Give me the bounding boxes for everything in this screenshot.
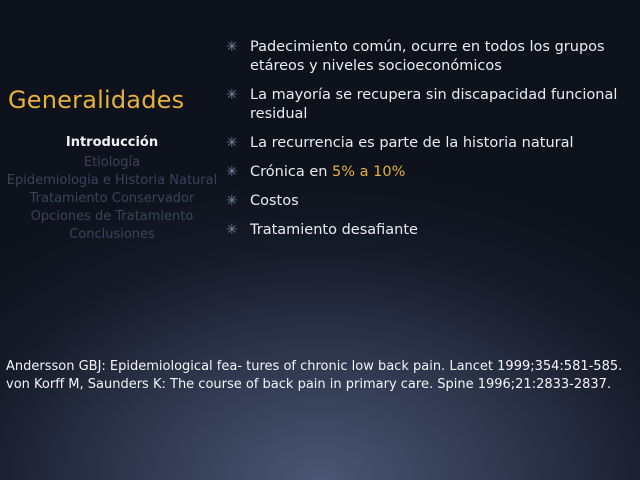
nav-item-etiologia[interactable]: Etiología (83, 155, 141, 170)
nav-item-epidemiologia[interactable]: Epidemiología e Historia Natural (6, 173, 218, 188)
bullet-item (226, 86, 636, 124)
bullet-text: Crónica en (250, 164, 333, 180)
bullet-text: La recurrencia es parte de la historia natural (250, 135, 574, 151)
asterisk-icon: ✳ (226, 222, 238, 238)
asterisk-icon: ✳ (226, 135, 238, 151)
slide-title: Generalidades (8, 86, 185, 114)
nav-item-tratamiento-conservador[interactable]: Tratamiento Conservador (29, 191, 195, 206)
asterisk-icon: ✳ (226, 164, 238, 180)
bullet-list (226, 38, 636, 250)
bullet-item (226, 192, 636, 211)
reference-2: von Korff M, Saunders K: The course of back pain in primary care. Spine 1996;21:2833-2837. (6, 377, 612, 392)
asterisk-icon: ✳ (226, 193, 238, 209)
bullet-item (226, 163, 636, 182)
bullet-text: La mayoría se recupera sin discapacidad funcional residual (250, 87, 618, 122)
bullet-item (226, 221, 636, 240)
bullet-item (226, 134, 636, 153)
bullet-text: Padecimiento común, ocurre en todos los grupos etáreos y niveles socioeconómicos (250, 39, 605, 74)
reference-1: Andersson GBJ: Epidemiological fea- tures of chronic low back pain. Lancet 1999;354:581-585. (6, 359, 623, 374)
nav-item-introduccion[interactable]: Introducción (65, 135, 159, 150)
bullet-text: Costos (250, 193, 299, 209)
bullet-text: Tratamiento desafiante (250, 222, 418, 238)
bullet-highlight: 5% a 10% (332, 164, 406, 180)
nav-item-opciones-tratamiento[interactable]: Opciones de Tratamiento (30, 209, 194, 224)
asterisk-icon: ✳ (226, 87, 238, 103)
nav-item-conclusiones[interactable]: Conclusiones (69, 227, 155, 242)
references (6, 358, 634, 394)
section-nav (4, 134, 220, 244)
asterisk-icon: ✳ (226, 39, 238, 55)
bullet-item (226, 38, 636, 76)
